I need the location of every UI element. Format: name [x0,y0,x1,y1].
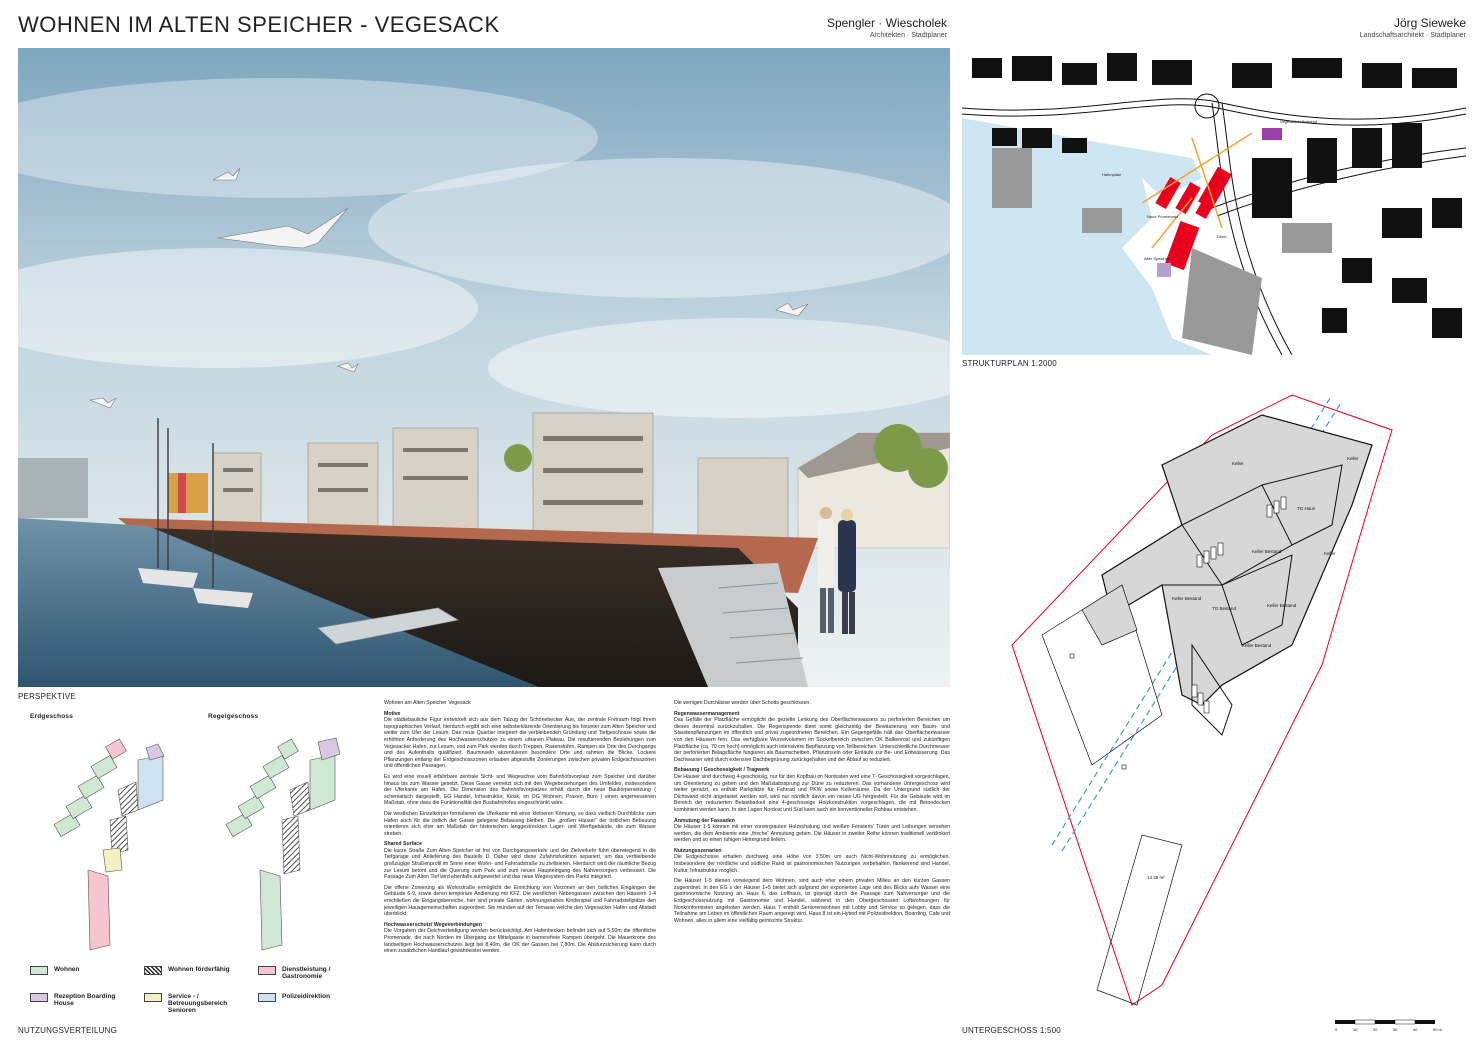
scale-tick-0: 0 [1335,1027,1338,1032]
floor-label-keller-bestand-4: Keller Bestand [1242,643,1272,648]
plan-label-duene: Düne [1217,234,1227,239]
architect-credit [827,16,947,39]
swatch-wohnen [30,966,48,975]
regelgeschoss-label: Regelgeschoss [208,713,259,720]
floor-label-keller-3: Keller [1324,551,1336,556]
landscape-role: Landschaftsarchitekt · Stadtplaner [1359,32,1466,39]
text-paragraph: Die Erdgeschosse erhalten durchweg eine Höhe von 3,50m um auch Nicht-Wohnnutzung zu ermöglichen. Insbesondere der nördliche und südliche Rand ist gastronomischen Nutzungen vorbehalten, flankierend sind Handel, Kultur, Infrastruktur möglich. [674,854,950,874]
scale-tick-50: 50 m [1433,1027,1442,1032]
legend-label-polizei: Polizeidirektion [282,993,331,1000]
perspective-render [18,48,950,687]
plan-label-bahnhof: Vegesacker Bahnhof [1280,119,1317,124]
floor-label-keller-2: Keller [1347,456,1359,461]
floor-label-tg-bestand: TG Bestand [1212,606,1237,611]
text-paragraph: Die Vorgaben der Deichverteidigung werden berücksichtigt. Am Hafenbecken befindet sich auf 5,50m die öffentliche Promenade, die nach Norden im Übergang zur Mittelgasse in barrierefreie Rampen übergeht. Die Mauerkrone des landseitigen Hochwasserschutzes liegt bei 8,40m, die OK der Gassen bei 7,80m. Die Absturzsicherung kann durch einen zusätzlichen Handlauf gewährleistet werden. [384,928,656,955]
text-paragraph: Die Häuser 1-5 können mit einer vorvergrauten Holzschalung und weißen Fenstern/ Türen und Leibungen versehen werden, die dem Ambiente eine „frische“ Anmutung geben. Die Häuser in zweiter Reihe können traditionell verklinkert werden und so einen ruhigen Hintergrund liefern. [674,824,950,844]
swatch-rezeption [30,993,48,1002]
text-paragraph: Das Gefälle der Platzfläche ermöglicht die gezielte Lenkung des Oberflächenwassers zu perforierten Bereichen um dieses dezentral zurückzuhalten. Die Regenspende dient somit gleichzeitig der Bewässerung von Baum- und Staudenpflanzungen im öffentlich und privat zugeordneten Bereichen. Ein Gegengefälle hält das Oberflächenwasser von den Häusern fern. Das verfügbare Wurzelvolumen im Sockelbereich zwischen OK Balkenrost und zukünftigen Platzfläche (ca. 70 cm hoch) ermöglicht auch intensivere Bepflanzung von Teilbereichen. Unterschiedliche Durchmesser der perforierten Belagsfläche fungieren als Baumscheiben, Pflanzinseln oder Einläufe zur Be- und Entwässerung. Das Dachwasser wird durch extensive Dachbegrünung zurückgehalten und der Ablauf so reduziert. [674,717,950,763]
text-column-1 [384,700,656,1040]
site-plan-image [962,48,1466,355]
usage-diagrams [18,700,368,1035]
text-heading: Shared Surface [384,841,423,848]
text-paragraph: Die kurze Straße Zum Alten Speicher ist frei von Durchgangsverkehr und der Zielverkehr führt überwiegend in die Tiefgarage und Anlieferung des Bauteils D. Daher wird diese Zufahrtsfunktion separiert, um das verbleibende großzügige Straßenprofil im Sinne einer Wohn- und Fahrradstraße zu zivilisieren. Hierdurch wird der räumliche Bezug zur Lesum betont und die Querung zum Park und zum neuen Haupteingang des Nahversorgers verbessert. Die Passage Zum Alten Tief wird ebenfalls aufgewertet und das neue Wegesystem des Parks integriert. [384,847,656,881]
legend-label-service: Service - / Betreuungsbereich Senioren [168,993,228,1014]
legend-label-wohnen: Wohnen [54,966,80,973]
legend-wohnen-foerder [144,966,230,975]
nutzungsverteilung-label: NUTZUNGSVERTEILUNG [18,1026,118,1035]
text-paragraph: Wohnen am Alten Speicher Vegesack [384,700,471,706]
swatch-polizei [258,993,276,1002]
text-paragraph: Die offene Zonierung als Wohnstraße ermöglicht die Einrichtung von Vorzonen an den östlichen Eingängen der Gebäude 6-9, sowie deren temporäre Andienung mit KFZ. Die westlichen Nebengassen zwischen den Häusern 1-4 erschließen die Eingangsbereiche, hier sind private Gärten, wohnungsnahes Kinderspiel und Fahrradstellplätze den jeweiligen Hausgemeinschaften zugeordnet. Sie münden auf der Terrasse welche den Vegesacker Hafen und Altstadt überblickt. [384,884,656,918]
floor-label-keller-bestand-2: Keller Bestand [1252,549,1282,554]
text-paragraph: Die wenigen Durchlässe werden über Schotts geschlossen. [674,700,811,706]
architect-name: Spengler · Wiescholek [826,16,947,30]
untergeschoss-label: UNTERGESCHOSS 1:500 [962,1026,1061,1035]
floor-label-area: 14.35 m² [1147,875,1165,880]
legend-wohnen [30,966,80,975]
floor-label-keller-bestand-1: Keller Bestand [1172,596,1202,601]
legend-label-dienstleistung: Dienstleistung / Gastronomie [282,966,331,980]
landscape-name: Jörg Sieweke [1393,16,1466,30]
swatch-dienstleistung [258,966,276,975]
text-paragraph: Die Häuser sind durchweg 4-geschossig, nur für den Kopfbau im Nordosten wird eine 7- Geschossigkeit vorgeschlagen, um Orientierung zu geben und den Maßstabssprung zur Düne zu reduzieren. Das vorhandene Untergeschoss wird weiter genutzt, es enthält Parkplätze für Fahrrad und PKW sowie Kellerräume. Da der Untergrund südlich der Dichtwand nicht angetastet werden soll, wird nur nördlich davon ein neues UG hergestellt. Für die Gebäude wird im Bereich der reduzierten Belastbarkeit eine 4-geschossige Holzkonstruktion vorgeschlagen, die mit Betondecken kombiniert werden kann. In den Lagen Nordost und Süd kann auch ein konventioneller Rohbau entstehen. [674,773,950,813]
text-paragraph: Es wird eine visuell erfahrbare zentrale Sicht- und Wegeachse vom Bahnhofsvorplatz zum Speicher und darüber hinaus bis zum Wasser gesetzt. Diese Gasse vernetzt sich mit den Wegebeziehungen des Umfeldes, insbesondere der Uferkante am Hafen. Die Dimension des Bahnhofsvorplatzes erhält durch die neue Baukörpersetzung ( schematisch dargestellt, EG Handel, Infrastruktur, Kiosk, im OG Wohnen, Praxen, Büro ) einen angemessenen Maßstab, ohne dass die Funktionalität des Busbahnhofes eingeschränkt wäre. [384,773,656,807]
scale-tick-10: 10 [1353,1027,1358,1032]
scale-tick-40: 40 [1413,1027,1418,1032]
strukturplan [962,48,1466,355]
floor-label-keller-1: Keller [1232,461,1244,466]
text-heading: Nutzungsszenarien [674,847,722,854]
legend-polizei [258,993,330,1002]
floor-label-keller-bestand-3: Keller Bestand [1267,603,1297,608]
strukturplan-label: STRUKTURPLAN 1:2000 [962,359,1057,368]
text-heading: Hochwasserschutz/ Wegeverbindungen [384,921,482,928]
swatch-service [144,993,162,1002]
plan-label-promenade: Neue Promenade [1147,214,1179,219]
usage-diagram-image [18,720,368,970]
scale-tick-30: 30 [1393,1027,1398,1032]
legend-dienstleistung [258,966,358,980]
page-title: WOHNEN IM ALTEN SPEICHER - VEGESACK [18,12,500,37]
text-heading: Bebauung / Geschossigkeit / Tragwerk [674,767,770,774]
text-heading: Motive [384,710,401,717]
text-heading: Regenwassermanagement [674,710,740,717]
text-paragraph: Die Häuser 1-5 dienen vorwiegend dem Wohnen, sind auch eher einem privaten Milieu an den kurzen Gassen zugeordnet. In den EG s der Häuser 1+5 bietet sich aufgrund der exponierten Lage und des Blicks aufs Wasser eine gastronomische Nutzung an. Haus 6, das Lofthaus, ist geprägt durch die Passage zum Nahversorger und die Erdgeschossnutzung mit Gastronomie und Handel, während in den Obergeschossen Loftwohnungen für Nonkonformisten angeboten werden. Haus 7 enthält Seniorenwohnen mit Lobby und Service so gelegen, dass die Teilnahme am Leben im öffentlichen Raum angeregt wird. Haus 8 ist ein Hybrid mit Polizeidirektion, Boarding, Cafe und Wohnen, alles in allem eine vielfältig gemischte Struktur. [674,878,950,924]
legend-label-wohnen-foerder: Wohnen förderfähig [168,966,230,973]
scale-bar [1335,1018,1465,1036]
legend-rezeption [30,993,130,1007]
swatch-wohnen-foerder [144,966,162,975]
architect-role: Architekten · Stadtplaner [869,32,947,39]
erdgeschoss-label: Erdgeschoss [30,713,74,720]
plan-label-speicher: Alter Speicher [1144,256,1170,261]
floor-plan-image [962,385,1466,1025]
perspective-image [18,48,950,687]
perspektive-label: PERSPEKTIVE [18,692,76,701]
floor-label-tg-haus: TG Haus [1297,506,1316,511]
legend-service [144,993,244,1014]
scale-tick-20: 20 [1373,1027,1378,1032]
text-paragraph: Die westlichen Einzelkörper formulieren die Uferkante mit einer kleineren Körnung, so dass vielfach Durchblicke zum Hafen auch für die östlich der Gasse gelegene Bebauung bleiben. Die „großen Häuser“ der östlichen Bebauung orientieren sich eher am Maßstab der historischen langgestreckten Lager- und Werftgebäude, die zum Wasser streben. [384,810,656,837]
text-column-2 [674,700,950,1040]
untergeschoss-plan [962,385,1466,1025]
landscape-credit [1360,16,1466,39]
text-heading: Anmutung der Fassaden [674,817,735,824]
text-paragraph: Die städtebauliche Figur entwickelt sich aus dem Talzug der Schönebecker Aue, der zentrale Freiraum folgt ihrem topographischen Verlauf, hierdurch ergibt sich eine selbsterklärende Orientierung bis hinunter zum Alten Speicher und weiter zum Ufer der Lesum. Das neue Quartier integriert die verbleibenden Gründung und Tiefgeschosse sowie die erhöhten Anforderung des Hochwasserschutzes zu einem urbanen Plateau. Die resultierenden Beziehungen zum Vegesacker Hafen, zur Lesum, und zum Park werden durch Treppen, Rasenstufen, Rampen als Orte des Durchgangs und des Aufenthalts qualifiziert. Bauminseln akzentuieren besondere Orte und rahmen die Blicke. Lockere Pflanzungen entlang der Erdgeschosszonen erlauben abgestufte Zonierungen zwischen privaten Erdgeschosszonen und öffentlichen Passagen. [384,717,656,770]
plan-label-hafenplatz: Hafenplatz [1102,172,1122,177]
legend-label-rezeption: Rezeption Boarding House [54,993,116,1007]
